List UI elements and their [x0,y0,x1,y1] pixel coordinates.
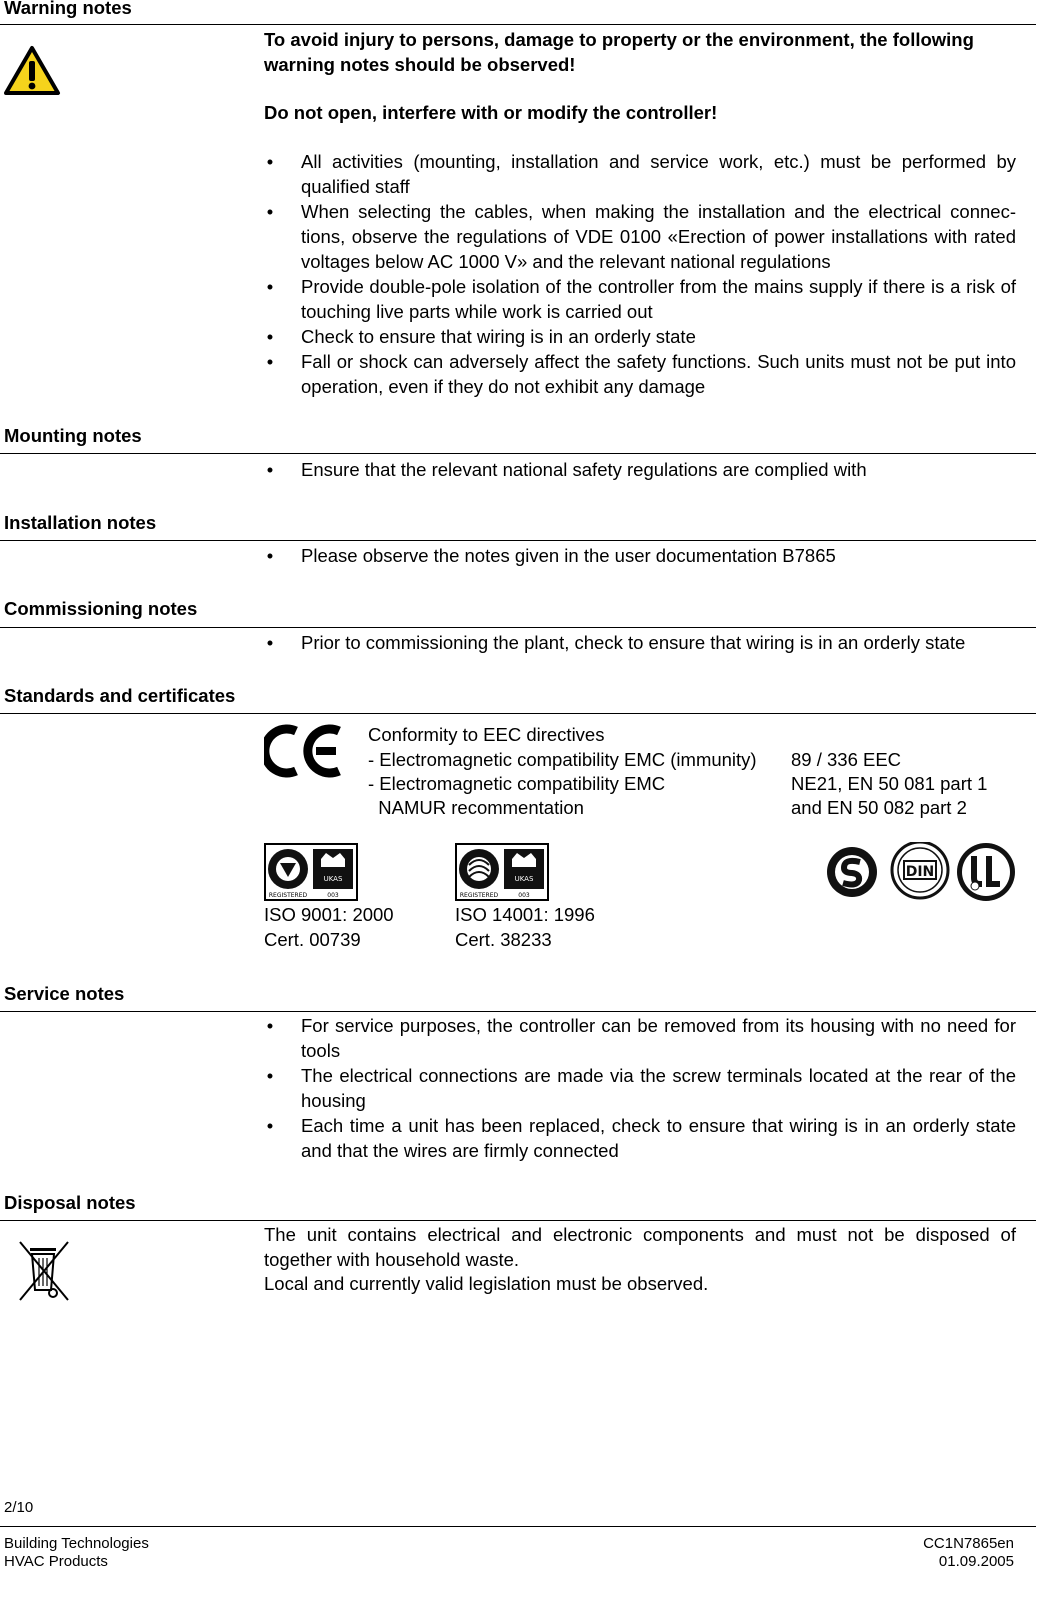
bullet-icon: • [266,632,274,653]
crossed-out-wheelie-bin-icon [14,1240,74,1304]
footer-doc-number: CC1N7865en [923,1535,1014,1552]
bullet-icon: • [266,151,274,172]
bullet-icon: • [266,1015,274,1036]
section-divider [0,1220,1036,1221]
warning-notes-title: Warning notes [4,0,132,18]
footer-date: 01.09.2005 [938,1553,1014,1570]
conformity-value-3: and EN 50 082 part 2 [791,797,967,818]
disposal-notes-title: Disposal notes [4,1192,136,1213]
conformity-line-2: - Electromagnetic compatibility EMC [368,773,666,794]
footer-company: Building Technologies [4,1535,149,1552]
iso14001-standard: ISO 14001: 1996 [455,904,595,925]
din-label: DIN [905,864,935,880]
ukas-number: 003 [327,892,339,899]
warning-triangle-icon [3,44,61,98]
registered-label: REGISTERED [268,892,308,899]
bullet-icon: • [266,276,274,297]
section-divider [0,24,1036,25]
service-notes-title: Service notes [4,983,125,1004]
iso9001-logo [264,843,358,901]
ul-logo-icon [957,843,1015,901]
bullet-icon: • [266,459,274,480]
commissioning-bullet-list [264,630,1016,655]
list-item: • Prior to commissioning the plant, check to ensure that wiring is in an orderly state [264,630,1016,655]
section-divider [0,453,1036,454]
ukas-label: UKAS [514,875,534,883]
section-divider [0,627,1036,628]
commissioning-notes-title: Commissioning notes [4,598,198,619]
footer-division: HVAC Products [4,1553,108,1570]
mounting-notes-title: Mounting notes [4,425,142,446]
list-item: • Ensure that the relevant national safety regulations are complied with [264,457,1016,482]
list-item: • When selecting the cables, when making the installation and the electrical connec-tions, observe the regulations of VDE 0100 «Erection of power installations with rated voltages below AC 1000 V» and the relevant national regulations [264,199,1016,274]
section-divider [0,713,1036,714]
list-item: • Provide double-pole isolation of the controller from the mains supply if there is a risk of touching live parts while work is carried out [264,274,1016,324]
mounting-bullet-list [264,457,1016,482]
page-number: 2/10 [4,1499,34,1516]
iso14001-logo [455,843,549,901]
list-item: • For service purposes, the controller can be removed from its housing with no need for tools [264,1013,1016,1063]
list-item: • Please observe the notes given in the user documentation B7865 [264,543,1016,568]
din-logo-icon [892,842,948,898]
footer-divider [0,1526,1036,1527]
disposal-text: The unit contains electrical and electronic components and must not be disposed of together with household waste. [264,1224,1016,1270]
ukas-number: 003 [518,892,530,899]
bullet-icon: • [266,1115,274,1136]
conformity-line-3: NAMUR recommentation [368,797,584,818]
conformity-value-1: 89 / 336 EEC [791,749,902,770]
iso9001-cert: Cert. 00739 [264,929,361,950]
standards-title: Standards and certificates [4,685,236,706]
list-item: • Each time a unit has been replaced, check to ensure that wiring is in an orderly state and that the wires are firmly connected [264,1113,1016,1163]
bullet-icon: • [266,326,274,347]
bullet-icon: • [266,545,274,566]
iso9001-standard: ISO 9001: 2000 [264,904,394,925]
bullet-icon: • [266,351,274,372]
conformity-heading: Conformity to EEC directives [368,724,605,745]
bullet-icon: • [266,1065,274,1086]
section-divider [0,1011,1036,1012]
warning-lead-2: Do not open, interfere with or modify the controller! [264,102,718,123]
csa-logo-icon [827,847,877,897]
disposal-legislation: Local and currently valid legislation must be observed. [264,1273,709,1294]
list-item: • All activities (mounting, installation and service work, etc.) must be performed by qualified staff [264,149,1016,199]
installation-bullet-list [264,543,1016,568]
service-bullet-list [264,1013,1016,1163]
conformity-value-2: NE21, EN 50 081 part 1 [791,773,988,794]
list-item: • The electrical connections are made via the screw terminals located at the rear of the housing [264,1063,1016,1113]
conformity-line-1: - Electromagnetic compatibility EMC (immunity) [368,749,757,770]
installation-notes-title: Installation notes [4,512,157,533]
section-divider [0,540,1036,541]
warning-bullet-list [264,149,1016,399]
list-item: • Check to ensure that wiring is in an orderly state [264,324,1016,349]
registered-label: REGISTERED [459,892,499,899]
iso14001-cert: Cert. 38233 [455,929,552,950]
warning-lead: To avoid injury to persons, damage to property or the environment, the following warning notes should be observed! [264,29,974,75]
ce-mark-icon [264,722,346,780]
bullet-icon: • [266,201,274,222]
list-item: • Fall or shock can adversely affect the safety functions. Such units must not be put into operation, even if they do not exhibit any damage [264,349,1016,399]
certification-marks [826,842,1016,902]
ukas-label: UKAS [323,875,343,883]
